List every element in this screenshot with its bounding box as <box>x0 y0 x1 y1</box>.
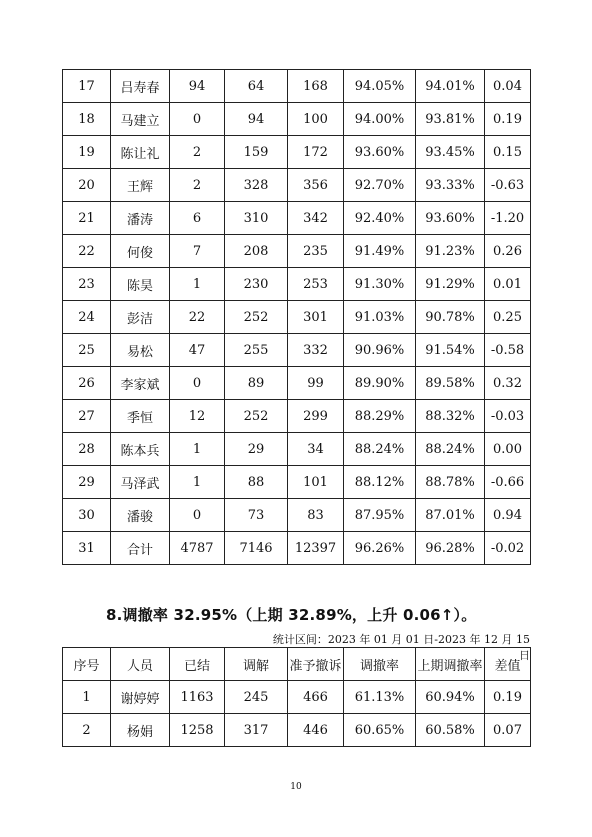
table-cell: 4787 <box>170 532 225 565</box>
table-cell: 208 <box>225 235 288 268</box>
table-row <box>63 136 531 169</box>
table-cell: 93.81% <box>416 103 485 136</box>
table-cell: 31 <box>63 532 111 565</box>
table-row <box>63 202 531 235</box>
table-cell: 季恒 <box>111 400 170 433</box>
table-cell: 88.12% <box>344 466 416 499</box>
table-cell: 168 <box>288 70 344 103</box>
table-cell: -0.66 <box>485 466 531 499</box>
table-row <box>63 400 531 433</box>
table-cell: 李家斌 <box>111 367 170 400</box>
table-row <box>63 714 531 747</box>
table-cell: 255 <box>225 334 288 367</box>
table-cell: 301 <box>288 301 344 334</box>
table-cell: 0.07 <box>485 714 531 747</box>
column-header: 人员 <box>111 648 170 681</box>
table-row <box>63 235 531 268</box>
table-cell: 91.29% <box>416 268 485 301</box>
table-cell: 陈本兵 <box>111 433 170 466</box>
table-cell: 88.24% <box>416 433 485 466</box>
table-cell: 25 <box>63 334 111 367</box>
table-cell: 101 <box>288 466 344 499</box>
column-header: 准予撤诉 <box>288 648 344 681</box>
table-cell: -1.20 <box>485 202 531 235</box>
table-cell: 91.30% <box>344 268 416 301</box>
table-cell: 0.01 <box>485 268 531 301</box>
table-cell: 7 <box>170 235 225 268</box>
table-cell: 0.15 <box>485 136 531 169</box>
table-cell: 0.04 <box>485 70 531 103</box>
table-cell: 91.49% <box>344 235 416 268</box>
table-cell: 310 <box>225 202 288 235</box>
table-cell: 88.29% <box>344 400 416 433</box>
table-cell: 18 <box>63 103 111 136</box>
table-cell: 杨娟 <box>111 714 170 747</box>
table-cell: 96.26% <box>344 532 416 565</box>
table-header-row <box>63 648 531 681</box>
table-cell: 73 <box>225 499 288 532</box>
table-cell: 0 <box>170 367 225 400</box>
table-cell: 60.58% <box>416 714 485 747</box>
table-cell: 64 <box>225 70 288 103</box>
table-cell: 0.94 <box>485 499 531 532</box>
table-row <box>63 499 531 532</box>
table-cell: 89 <box>225 367 288 400</box>
table-row <box>63 367 531 400</box>
table-cell: 446 <box>288 714 344 747</box>
table-row <box>63 103 531 136</box>
table-cell: 83 <box>288 499 344 532</box>
table-cell: 342 <box>288 202 344 235</box>
table-cell: 27 <box>63 400 111 433</box>
table-row <box>63 301 531 334</box>
table-cell: 61.13% <box>344 681 416 714</box>
table-cell: 29 <box>63 466 111 499</box>
table-cell: 159 <box>225 136 288 169</box>
table-cell: 88 <box>225 466 288 499</box>
table-cell: 87.95% <box>344 499 416 532</box>
table-row <box>63 532 531 565</box>
table-cell: 0 <box>170 103 225 136</box>
table-cell: 99 <box>288 367 344 400</box>
table-cell: -0.58 <box>485 334 531 367</box>
table-cell: 91.03% <box>344 301 416 334</box>
table-cell: -0.03 <box>485 400 531 433</box>
page-number: 10 <box>290 782 302 792</box>
column-header: 序号 <box>63 648 111 681</box>
table-cell: 94.01% <box>416 70 485 103</box>
table-cell: 马建立 <box>111 103 170 136</box>
table-cell: 317 <box>225 714 288 747</box>
table-cell: 93.60% <box>344 136 416 169</box>
table-cell: -0.63 <box>485 169 531 202</box>
table-cell: 22 <box>170 301 225 334</box>
table-row <box>63 334 531 367</box>
table-cell: 92.40% <box>344 202 416 235</box>
table-cell: 0 <box>170 499 225 532</box>
table-cell: 1 <box>63 681 111 714</box>
table-cell: 60.65% <box>344 714 416 747</box>
table-cell: 24 <box>63 301 111 334</box>
table-cell: 1 <box>170 433 225 466</box>
table-cell: 230 <box>225 268 288 301</box>
table-cell: 299 <box>288 400 344 433</box>
table-cell: 252 <box>225 400 288 433</box>
table-row <box>63 433 531 466</box>
table-cell: 28 <box>63 433 111 466</box>
table-row <box>63 169 531 202</box>
table-cell: 356 <box>288 169 344 202</box>
table-cell: 47 <box>170 334 225 367</box>
table-cell: 12397 <box>288 532 344 565</box>
table-cell: 87.01% <box>416 499 485 532</box>
table-cell: 26 <box>63 367 111 400</box>
table-cell: 93.33% <box>416 169 485 202</box>
table-cell: 彭洁 <box>111 301 170 334</box>
table-cell: 34 <box>288 433 344 466</box>
table-row <box>63 466 531 499</box>
table-cell: 潘涛 <box>111 202 170 235</box>
table-cell: 94 <box>170 70 225 103</box>
table-cell: 96.28% <box>416 532 485 565</box>
table-cell: 94 <box>225 103 288 136</box>
table-cell: 潘骏 <box>111 499 170 532</box>
table-cell: 2 <box>170 136 225 169</box>
table-cell: 93.45% <box>416 136 485 169</box>
table-row <box>63 681 531 714</box>
table-cell: 12 <box>170 400 225 433</box>
table-cell: 245 <box>225 681 288 714</box>
table-cell: 253 <box>288 268 344 301</box>
table-cell: 91.54% <box>416 334 485 367</box>
table-cell: 22 <box>63 235 111 268</box>
table-cell: 30 <box>63 499 111 532</box>
table-cell: 2 <box>170 169 225 202</box>
table-cell: 88.32% <box>416 400 485 433</box>
column-header: 已结 <box>170 648 225 681</box>
table-cell: 谢婷婷 <box>111 681 170 714</box>
table-cell: 235 <box>288 235 344 268</box>
table-cell: 332 <box>288 334 344 367</box>
table-cell: 2 <box>63 714 111 747</box>
table-cell: 88.78% <box>416 466 485 499</box>
table-cell: 172 <box>288 136 344 169</box>
table-cell: 易松 <box>111 334 170 367</box>
table-cell: 89.58% <box>416 367 485 400</box>
table-cell: 466 <box>288 681 344 714</box>
table-cell: 0.32 <box>485 367 531 400</box>
table-cell: 17 <box>63 70 111 103</box>
section-heading: 8.调撤率 32.95%（上期 32.89%，上升 0.06↑）。 <box>106 606 477 624</box>
table-cell: 60.94% <box>416 681 485 714</box>
table-cell: 陈让礼 <box>111 136 170 169</box>
table-cell: 何俊 <box>111 235 170 268</box>
table-cell: 91.23% <box>416 235 485 268</box>
mediation-withdrawal-table <box>62 647 531 747</box>
table-cell: 21 <box>63 202 111 235</box>
table-cell: 陈昊 <box>111 268 170 301</box>
column-header: 差值 <box>485 648 531 681</box>
table-cell: 93.60% <box>416 202 485 235</box>
table-cell: 0.19 <box>485 681 531 714</box>
table-row <box>63 268 531 301</box>
table-cell: 90.96% <box>344 334 416 367</box>
table-row <box>63 70 531 103</box>
column-header: 调解 <box>225 648 288 681</box>
table-cell: 0.19 <box>485 103 531 136</box>
table-cell: 马泽武 <box>111 466 170 499</box>
table-cell: 1258 <box>170 714 225 747</box>
column-header: 上期调撤率 <box>416 648 485 681</box>
table-cell: 328 <box>225 169 288 202</box>
table-cell: 19 <box>63 136 111 169</box>
table-cell: 0.00 <box>485 433 531 466</box>
table-cell: 23 <box>63 268 111 301</box>
table-cell: 90.78% <box>416 301 485 334</box>
ranking-table-continued <box>62 69 531 565</box>
table-cell: 94.05% <box>344 70 416 103</box>
table-cell: 7146 <box>225 532 288 565</box>
table-cell: 吕寿春 <box>111 70 170 103</box>
table-cell: 20 <box>63 169 111 202</box>
table-cell: -0.02 <box>485 532 531 565</box>
table-cell: 100 <box>288 103 344 136</box>
table-cell: 29 <box>225 433 288 466</box>
table-cell: 6 <box>170 202 225 235</box>
table-cell: 252 <box>225 301 288 334</box>
table-cell: 0.26 <box>485 235 531 268</box>
table-cell: 王辉 <box>111 169 170 202</box>
table-cell: 合计 <box>111 532 170 565</box>
table-cell: 1 <box>170 268 225 301</box>
table-cell: 94.00% <box>344 103 416 136</box>
table-cell: 0.25 <box>485 301 531 334</box>
table-cell: 1 <box>170 466 225 499</box>
column-header: 调撤率 <box>344 648 416 681</box>
statistics-range: 统计区间：2023 年 01 月 01 日-2023 年 12 月 15 日 <box>272 633 530 662</box>
table-cell: 89.90% <box>344 367 416 400</box>
table-cell: 88.24% <box>344 433 416 466</box>
table-cell: 1163 <box>170 681 225 714</box>
table-cell: 92.70% <box>344 169 416 202</box>
